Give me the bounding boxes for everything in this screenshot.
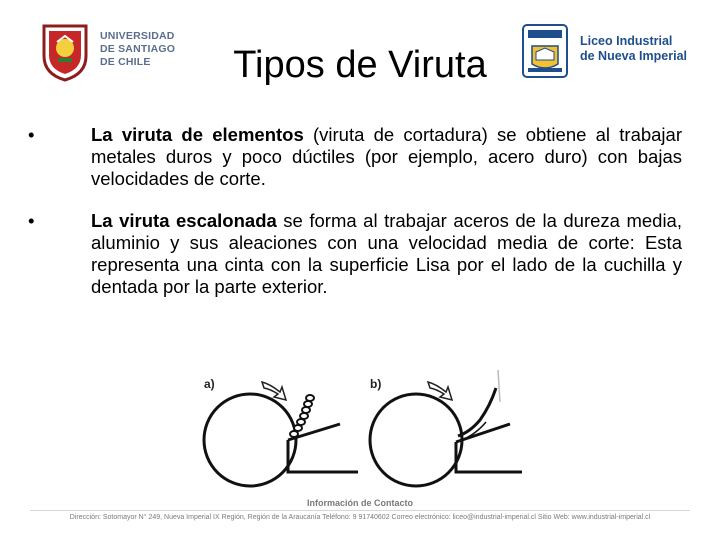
footer-divider	[30, 510, 690, 511]
bullet-marker: •	[28, 124, 35, 145]
workpiece-a	[204, 394, 296, 486]
figure-label-b: b)	[370, 377, 382, 391]
bullet-marker: •	[28, 210, 35, 231]
figure-label-a: a)	[204, 377, 215, 391]
usach-shield-icon	[40, 22, 90, 82]
vertical-guide	[498, 370, 500, 402]
usach-logo-line: DE SANTIAGO	[100, 43, 176, 55]
usach-logo-line: UNIVERSIDAD	[100, 30, 175, 42]
footer	[0, 498, 720, 540]
bullet-text: se forma al trabajar aceros de la dureza media, aluminio y sus aleaciones con una velocidad media de corte: Esta representa una cinta con la superficie Lisa por el lado de la cuchilla y dentada por la parte exterior.	[91, 210, 682, 297]
liceo-emblem-icon	[520, 22, 570, 80]
liceo-logo-line: Liceo Industrial	[580, 34, 673, 48]
bullet-text: (viruta de cortadura) se obtiene al trabajar metales duros y poco dúctiles (por ejemplo, acero duro) con bajas velocidades de corte.	[91, 124, 682, 189]
bullet-list	[28, 124, 682, 318]
usach-logo-line: DE CHILE	[100, 56, 151, 68]
usach-logo	[40, 22, 180, 84]
bullet-item	[28, 210, 682, 298]
usach-logo-text	[100, 30, 175, 69]
liceo-logo-line: de Nueva Imperial	[580, 49, 687, 63]
footer-title: Información de Contacto	[306, 498, 413, 508]
continuous-chip-icon	[458, 388, 496, 436]
chip-formation-figure	[170, 362, 530, 492]
workpiece-b	[370, 394, 462, 486]
liceo-logo	[520, 22, 690, 82]
footer-contact-text: Dirección: Sotomayor N° 249, Nueva Imperial IX Región, Región de la Araucanía Teléfono: 9 91740602 Correo electrónico: liceo@industrial-imperial.cl Sitio Web: www.industrial-imperial.cl	[69, 514, 651, 521]
segmented-chip-icon	[290, 395, 314, 437]
bullet-bold-term: La viruta de elementos	[91, 124, 304, 145]
bullet-bold-term: La viruta escalonada	[91, 210, 277, 231]
liceo-logo-text	[580, 34, 687, 64]
bullet-item	[28, 124, 682, 190]
slide-title: Tipos de Viruta	[233, 44, 487, 86]
